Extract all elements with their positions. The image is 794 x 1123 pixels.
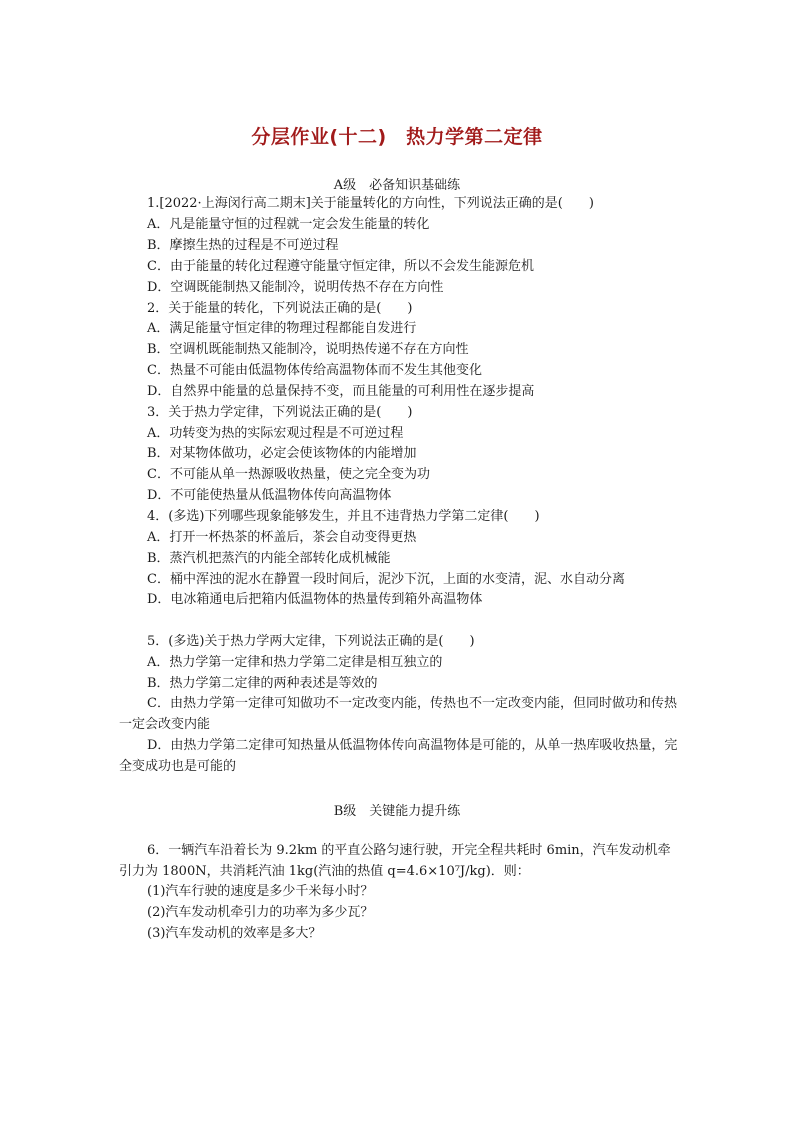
q4-option-b: B．蒸汽机把蒸汽的内能全部转化成机械能 [147,551,391,566]
q6-stem: 6．一辆汽车沿着长为 9.2km 的平直公路匀速行驶，开完全程共耗时 6min，汽车发动机牵引力为 1800N，共消耗汽油 1kg(汽油的热值 q=4.6×10⁷J/kg)．则： [119,843,671,879]
q2-stem: 2．关于能量的转化，下列说法正确的是( ) [147,301,413,316]
q5-option-b: B．热力学第二定律的两种表述是等效的 [147,676,378,691]
q4-option-c: C．桶中浑浊的泥水在静置一段时间后，泥沙下沉，上面的水变清，泥、水自动分离 [147,572,625,587]
q2-option-b: B．空调机既能制热又能制冷，说明热传递不存在方向性 [147,342,469,357]
q6-subquestion-3: (3)汽车发动机的效率是多大？ [147,926,322,941]
q5-option-c: C．由热力学第一定律可知做功不一定改变内能，传热也不一定改变内能，但同时做功和传热一定会改变内能 [119,696,677,732]
q1-option-a: A．凡是能量守恒的过程就一定会发生能量的转化 [147,217,430,232]
q1-option-b: B．摩擦生热的过程是不可逆过程 [147,238,339,253]
q2-option-d: D．自然界中能量的总量保持不变，而且能量的可利用性在逐步提高 [147,384,535,399]
q1-stem: 1.[2022·上海闵行高二期末]关于能量转化的方向性，下列说法正确的是( ) [147,196,594,211]
q6-subquestion-2: (2)汽车发动机牵引力的功率为多少瓦？ [147,905,374,920]
q1-option-c: C．由于能量的转化过程遵守能量守恒定律，所以不会发生能源危机 [147,259,534,274]
q6-subquestion-1: (1)汽车行驶的速度是多少千米每小时？ [147,884,374,899]
q3-option-b: B．对某物体做功，必定会使该物体的内能增加 [147,446,417,461]
q5-stem: 5．(多选)关于热力学两大定律，下列说法正确的是( ) [147,634,475,649]
section-b-heading: B级 关键能力提升练 [333,804,461,819]
q2-option-c: C．热量不可能由低温物体传给高温物体而不发生其他变化 [147,363,482,378]
q3-option-c: C．不可能从单一热源吸收热量，使之完全变为功 [147,467,430,482]
q3-option-a: A．功转变为热的实际宏观过程是不可逆过程 [147,426,404,441]
q4-stem: 4．(多选)下列哪些现象能够发生，并且不违背热力学第二定律( ) [147,509,540,524]
page-title: 分层作业(十二) 热力学第二定律 [251,126,543,148]
q5-option-d: D．由热力学第二定律可知热量从低温物体传向高温物体是可能的，从单一热库吸收热量，完全变成功也是可能的 [119,738,678,774]
q3-stem: 3．关于热力学定律，下列说法正确的是( ) [147,405,413,420]
q4-option-d: D．电冰箱通电后把箱内低温物体的热量传到箱外高温物体 [147,592,483,607]
q2-option-a: A．满足能量守恒定律的物理过程都能自发进行 [147,321,417,336]
q3-option-d: D．不可能使热量从低温物体传向高温物体 [147,488,392,503]
section-a-heading: A级 必备知识基础练 [333,178,461,193]
q4-option-a: A．打开一杯热茶的杯盖后，茶会自动变得更热 [147,530,417,545]
q1-option-d: D．空调既能制热又能制冷，说明传热不存在方向性 [147,280,444,295]
q5-option-a: A．热力学第一定律和热力学第二定律是相互独立的 [147,655,443,670]
